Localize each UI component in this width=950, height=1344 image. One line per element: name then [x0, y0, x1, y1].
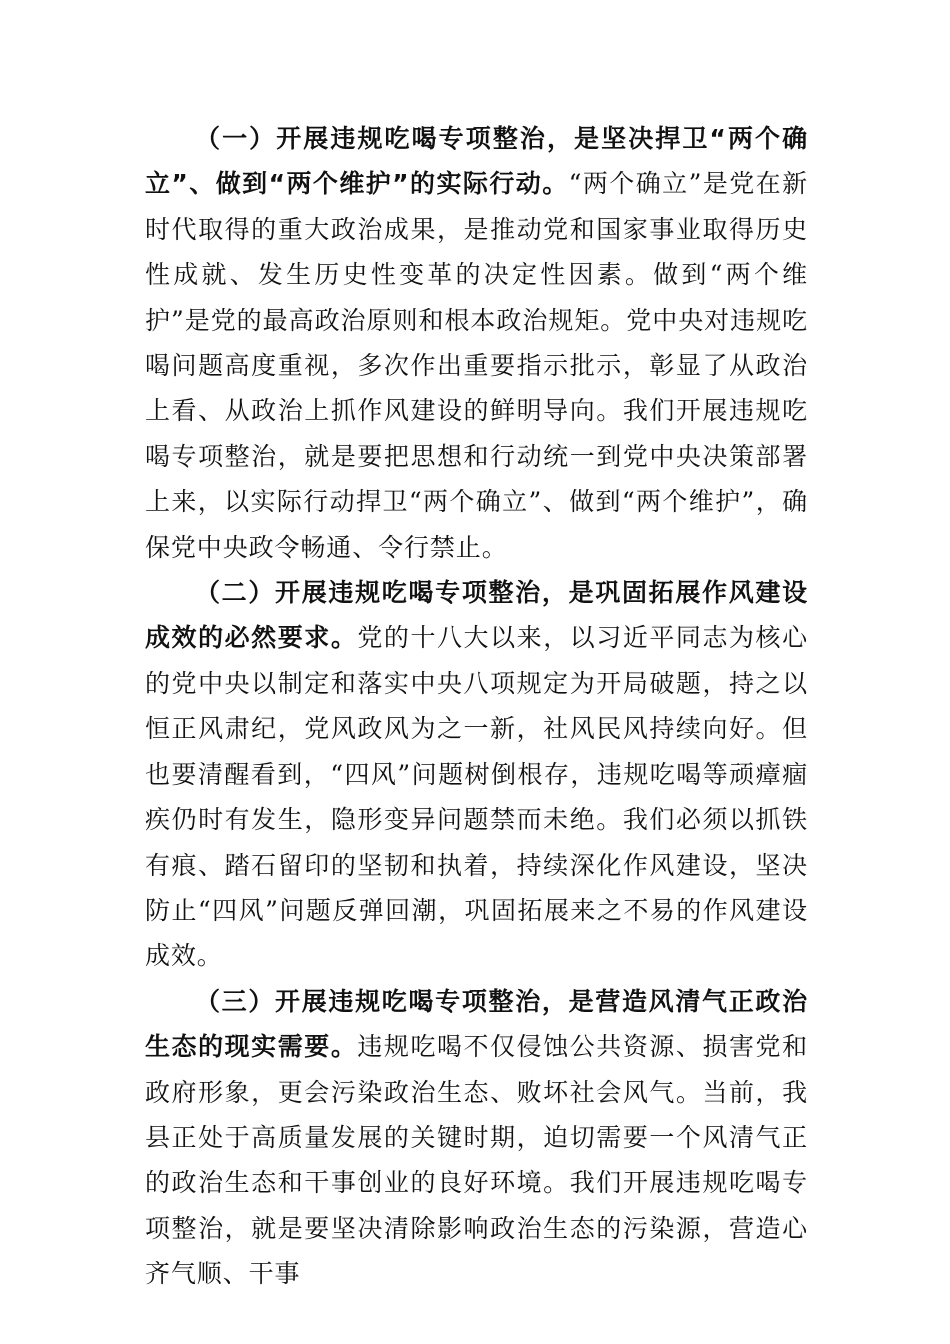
paragraph-3 — [145, 979, 808, 1297]
paragraph-3-heading: （三）开展违规吃喝专项整治，是营造风清气正政治生态的现实需要。 — [145, 986, 808, 1062]
document-body — [145, 116, 808, 1297]
paragraph-2-body: 党的十八大以来，以习近平同志为核心的党中央以制定和落实中央八项规定为开局破题，持之以恒正风肃纪，党风政风为之一新，社风民风持续向好。但也要清醒看到，“四风”问题树倒根存，违规吃喝等顽瘴痼疾仍时有发生，隐形变异问题禁而未绝。我们必须以抓铁有痕、踏石留印的坚韧和执着，持续深化作风建设，坚决防止“四风”问题反弹回潮，巩固拓展来之不易的作风建设成效。 — [145, 623, 808, 971]
paragraph-3-body: 违规吃喝不仅侵蚀公共资源、损害党和政府形象，更会污染政治生态、败坏社会风气。当前，我县正处于高质量发展的关键时期，迫切需要一个风清气正的政治生态和干事创业的良好环境。我们开展违规吃喝专项整治，就是要坚决清除影响政治生态的污染源，营造心齐气顺、干事 — [145, 1032, 808, 1289]
paragraph-1-heading: （一）开展违规吃喝专项整治，是坚决捍卫“两个确立”、做到“两个维护”的实际行动。 — [145, 124, 808, 199]
paragraph-1 — [145, 116, 808, 570]
paragraph-2-heading: （二）开展违规吃喝专项整治，是巩固拓展作风建设成效的必然要求。 — [145, 578, 808, 653]
paragraph-2 — [145, 570, 808, 979]
paragraph-1-body: “两个确立”是党在新时代取得的重大政治成果，是推动党和国家事业取得历史性成就、发生历史性变革的决定性因素。做到“两个维护”是党的最高政治原则和根本政治规矩。党中央对违规吃喝问题高度重视，多次作出重要指示批示，彰显了从政治上看、从政治上抓作风建设的鲜明导向。我们开展违规吃喝专项整治，就是要把思想和行动统一到党中央决策部署上来，以实际行动捍卫“两个确立”、做到“两个维护”，确保党中央政令畅通、令行禁止。 — [145, 169, 809, 562]
